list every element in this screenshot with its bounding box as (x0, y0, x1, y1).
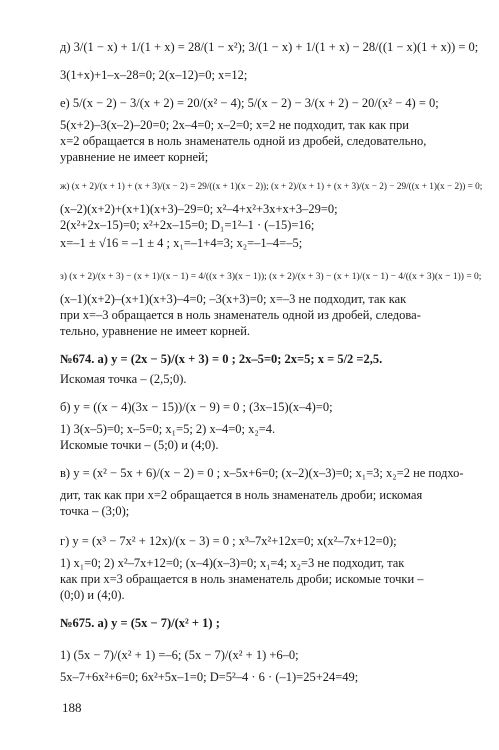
line-23: г) y = (x³ − 7x² + 12x)/(x − 3) = 0 ; x³–7x²+12x=0; x(x²–7x+12=0); (60, 534, 397, 548)
line-17: б) y = ((x − 4)(3x − 15))/(x − 9) = 0 ; (3x–15)(x–4)=0; (60, 400, 333, 414)
exercise-674-line: №674. а) y = (2x − 5)/(x + 3) = 0 ; 2x–5=0; 2x=5; x = 5/2 =2,5. (60, 352, 383, 366)
line-2: 3(1+x)+1–x–28=0; 2(x–12)=0; x=12; (60, 68, 248, 82)
line-3: е) 5/(x − 2) − 3/(x + 2) = 20/(x² − 4); 5/(x − 2) − 3/(x + 2) − 20/(x² − 4) = 0; (60, 96, 439, 110)
line-18: 1) 3(x–5)=0; x–5=0; x₁=5; 2) x–4=0; x₂=4. (60, 422, 276, 436)
line-4: 5(x+2)–3(x–2)–20=0; 2x–4=0; x–2=0; x=2 не подходит, так как при (60, 118, 409, 132)
line-9: 2(x²+2x–15)=0; x²+2x–15=0; D₁=1²–1 · (–15)=16; (60, 218, 315, 232)
line-24: 1) x₁=0; 2) x²–7x+12=0; (x–4)(x–3)=0; x₁=4; x₂=3 не подходит, так (60, 556, 405, 570)
line-13: при x=–3 обращается в ноль знаменатель одной из дробей, следова- (60, 308, 421, 322)
line-10: x=–1 ± √16 = –1 ± 4 ; x₁=–1+4=3; x₂=–1–4=–5; (60, 236, 303, 250)
line-11: з) (x + 2)/(x + 3) − (x + 1)/(x − 1) = 4/((x + 3)(x − 1)); (x + 2)/(x + 3) − (x + 1)/(x − 1) − 4/((x + 3)(x − 1)) = 0; (60, 272, 482, 282)
line-28: 1) (5x − 7)/(x² + 1) =–6; (5x − 7)/(x² + 1) +6–0; (60, 648, 299, 662)
line-16: Искомая точка – (2,5;0). (60, 372, 187, 386)
line-26: (0;0) и (4;0). (60, 588, 125, 602)
line-20: в) y = (x² − 5x + 6)/(x − 2) = 0 ; x–5x+6=0; (x–2)(x–3)=0; x₁=3; x₂=2 не подхо- (60, 466, 464, 480)
line-12: (x–1)(x+2)–(x+1)(x+3)–4=0; –3(x+3)=0; x=–3 не подходит, так как (60, 292, 407, 306)
exercise-675-line: №675. а) y = (5x − 7)/(x² + 1) ; (60, 616, 220, 630)
page-number: 188 (62, 700, 82, 715)
line-6: уравнение не имеет корней; (60, 150, 209, 164)
line-21: дит, так как при x=2 обращается в ноль знаменатель дроби; искомая (60, 488, 423, 502)
line-1: д) 3/(1 − x) + 1/(1 + x) = 28/(1 − x²); 3/(1 − x) + 1/(1 + x) − 28/((1 − x)(1 + x)) = 0; (60, 40, 479, 54)
line-19: Искомые точки – (5;0) и (4;0). (60, 438, 219, 452)
line-7: ж) (x + 2)/(x + 1) + (x + 3)/(x − 2) = 29/((x + 1)(x − 2)); (x + 2)/(x + 1) + (x + 3)/(x − 2) − 29/((x + 1)(x − 2)) = 0; (60, 182, 483, 192)
line-29: 5x–7+6x²+6=0; 6x²+5x–1=0; D=5²–4 · 6 · (–1)=25+24=49; (60, 670, 359, 684)
line-22: точка – (3;0); (60, 504, 130, 518)
line-8: (x–2)(x+2)+(x+1)(x+3)–29=0; x²–4+x²+3x+x+3–29=0; (60, 202, 338, 216)
line-25: как при x=3 обращается в ноль знаменатель дроби; искомые точки – (60, 572, 424, 586)
line-14: тельно, уравнение не имеет корней. (60, 324, 251, 338)
line-5: x=2 обращается в ноль знаменатель одной из дробей, следовательно, (60, 134, 427, 148)
